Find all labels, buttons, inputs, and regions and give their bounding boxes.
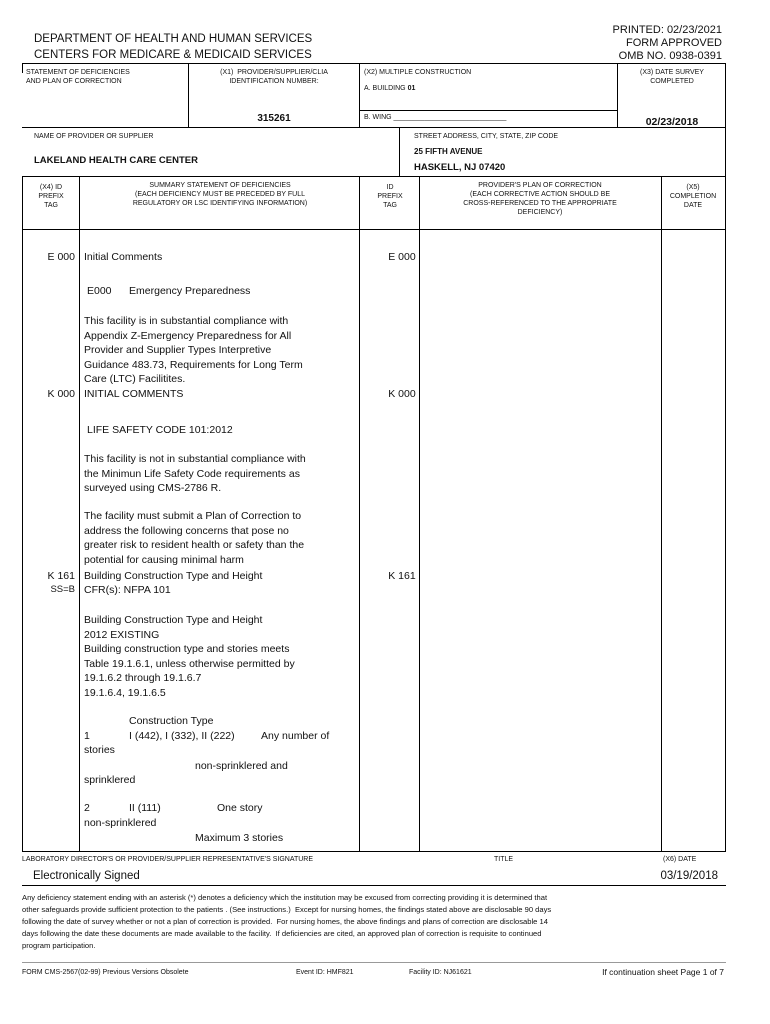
department-name: DEPARTMENT OF HEALTH AND HUMAN SERVICES [34,33,313,45]
tag-e000-right: E 000 [388,251,416,263]
initial-comments-caps: INITIAL COMMENTS [84,388,184,400]
x3-label: (X3) DATE SURVEY COMPLETED [640,69,704,85]
building-value: 01 [407,85,416,92]
facility-id: Facility ID: NJ61621 [409,969,472,976]
building-field [364,84,415,93]
signature-date: 03/19/2018 [660,870,718,882]
title-label: TITLE [494,856,514,863]
signature-value: Electronically Signed [33,870,140,882]
provider-name: LAKELAND HEALTH CARE CENTER [34,155,198,166]
tag-k161-right: K 161 [388,570,416,582]
form-approved: FORM APPROVED [626,37,722,49]
construction-type-heading: Construction Type [129,715,214,727]
printed-date: PRINTED: 02/23/2021 [612,24,722,36]
construction-paragraph: Building Construction Type and Height 2012 EXISTING Building construction type and stories meets Table 19.1.6.1, unless otherwise permitted by 19.1.6.2 through 19.1.6.7 19.1.6.4, 19.1.6.5 [84,614,295,699]
address-label: STREET ADDRESS, CITY, STATE, ZIP CODE [414,133,559,140]
provider-number: 315261 [257,113,291,124]
severity-scope: SS=B [50,584,75,595]
id-header: ID PREFIX TAG [377,184,403,209]
date-label: (X6) DATE [663,856,697,863]
row2-number: 2 [84,802,90,814]
initial-comments-heading: Initial Comments [84,251,163,263]
e000-line: E000 Emergency Preparedness [87,285,251,297]
continuation-sheet: If continuation sheet Page 1 of 7 [602,967,724,977]
form-number: FORM CMS-2567(02-99) Previous Versions Obsolete [22,969,189,976]
row2-nonsprinklered: non-sprinklered [84,817,157,829]
survey-date: 02/23/2018 [645,116,699,128]
row2-one-story: One story [217,802,263,814]
row1-any-number: Any number of [261,730,330,742]
summary-header: SUMMARY STATEMENT OF DEFICIENCIES (EACH DEFICIENCY MUST BE PRECEDED BY FULL REGULATORY OR LSC IDENTIFYING INFORMATION) [132,182,308,207]
statement-label: STATEMENT OF DEFICIENCIES AND PLAN OF CORRECTION [26,69,130,85]
not-compliance-paragraph: This facility is not in substantial compliance with the Minimun Life Safety Code requirements as surveyed using CMS-2786 R. [84,453,306,494]
tag-k000-right: K 000 [388,388,416,400]
cfr-reference: CFR(s): NFPA 101 [84,584,171,596]
tag-k000-left: K 000 [47,388,75,400]
row1-number: 1 [84,730,90,742]
x2-label: (X2) MULTIPLE CONSTRUCTION [364,69,472,76]
plan-of-correction-paragraph: The facility must submit a Plan of Correction to address the following concerns that pose no greater risk to resident health or safety than the potential for causing minimal harm [84,510,305,566]
wing-field: B. WING _____________________________ [364,114,507,121]
omb-number: OMB NO. 0938-0391 [618,50,722,62]
compliance-paragraph: This facility is in substantial compliance with Appendix Z-Emergency Preparedness for All Provider and Supplier Types Interpretive Guidance 483.73, Requirements for Long Term Care (LTC) Facilitites. [84,315,303,385]
x5-header: (X5) COMPLETION DATE [669,184,717,209]
life-safety-code: LIFE SAFETY CODE 101:2012 [87,424,233,436]
x4-header: (X4) ID PREFIX TAG [38,184,64,209]
signature-label: LABORATORY DIRECTOR'S OR PROVIDER/SUPPLIER REPRESENTATIVE'S SIGNATURE [22,856,314,863]
row2-maximum-stories: Maximum 3 stories [195,832,284,844]
k161-title: Building Construction Type and Height [84,570,263,582]
disclaimer: Any deficiency statement ending with an asterisk (*) denotes a deficiency which the institution may be excused from correcting providing it is determined that other safeguards provide sufficient protection to the patients . (See instructions.) Except for nursing homes, the findings stated above are disclosable 90 days following the date of survey whether or not a plan of correction is provided. For nursing homes, the above findings and plans of correction are disclosable 14 days following the date these documents are made available to the facility. If deficiencies are cited, an approved plan of correction is requisite to continued program participation. [22,893,552,950]
tag-e000-left: E 000 [47,251,75,263]
row1-sprinklered: sprinklered [84,774,136,786]
tag-k161-left: K 161 [47,570,75,582]
provider-name-label: NAME OF PROVIDER OR SUPPLIER [34,133,154,140]
row2-types: II (111) [129,802,161,814]
city-state-zip: HASKELL, NJ 07420 [414,162,506,173]
x1-label: (X1) PROVIDER/SUPPLIER/CLIA IDENTIFICATION NUMBER: [220,69,328,85]
street-address: 25 FIFTH AVENUE [414,147,483,156]
event-id: Event ID: HMF821 [296,969,354,976]
plan-header: PROVIDER'S PLAN OF CORRECTION (EACH CORRECTIVE ACTION SHOULD BE CROSS-REFERENCED TO THE APPROPRIATE DEFICIENCY) [463,182,617,216]
agency-name: CENTERS FOR MEDICARE & MEDICAID SERVICES [34,49,312,61]
building-label: A. BUILDING [364,85,406,92]
row1-stories: stories [84,744,115,756]
row1-types: I (442), I (332), II (222) [129,730,235,742]
row1-nonsprinklered-and: non-sprinklered and [195,760,288,772]
